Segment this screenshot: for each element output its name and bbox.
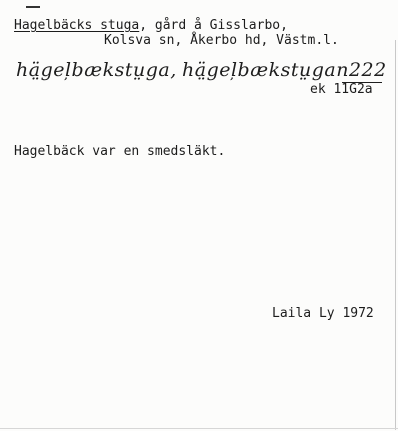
- corner-mark: [26, 6, 40, 8]
- note-text: Hagelbäck var en smedsläkt.: [14, 144, 226, 159]
- header-line: [14, 18, 288, 33]
- card-edge: [395, 40, 396, 430]
- phonetic-form-2: [182, 59, 387, 81]
- archive-reference: ek 11G2a: [310, 82, 373, 97]
- phonetic-form-2-text: hä̤gel̦bækstṳgan: [182, 59, 349, 81]
- card-edge-bottom: [0, 428, 398, 429]
- phonetic-number: 222: [348, 59, 387, 81]
- header-description: , gård å Gisslarbo,: [139, 18, 288, 33]
- location-line: Kolsva sn, Åkerbo hd, Västm.l.: [104, 33, 339, 48]
- signature: Laila Ly 1972: [272, 306, 374, 321]
- place-name-title: Hagelbäcks stuga: [14, 18, 140, 33]
- phonetic-form-1: hä̤gel̦bækstṳga,: [16, 59, 177, 81]
